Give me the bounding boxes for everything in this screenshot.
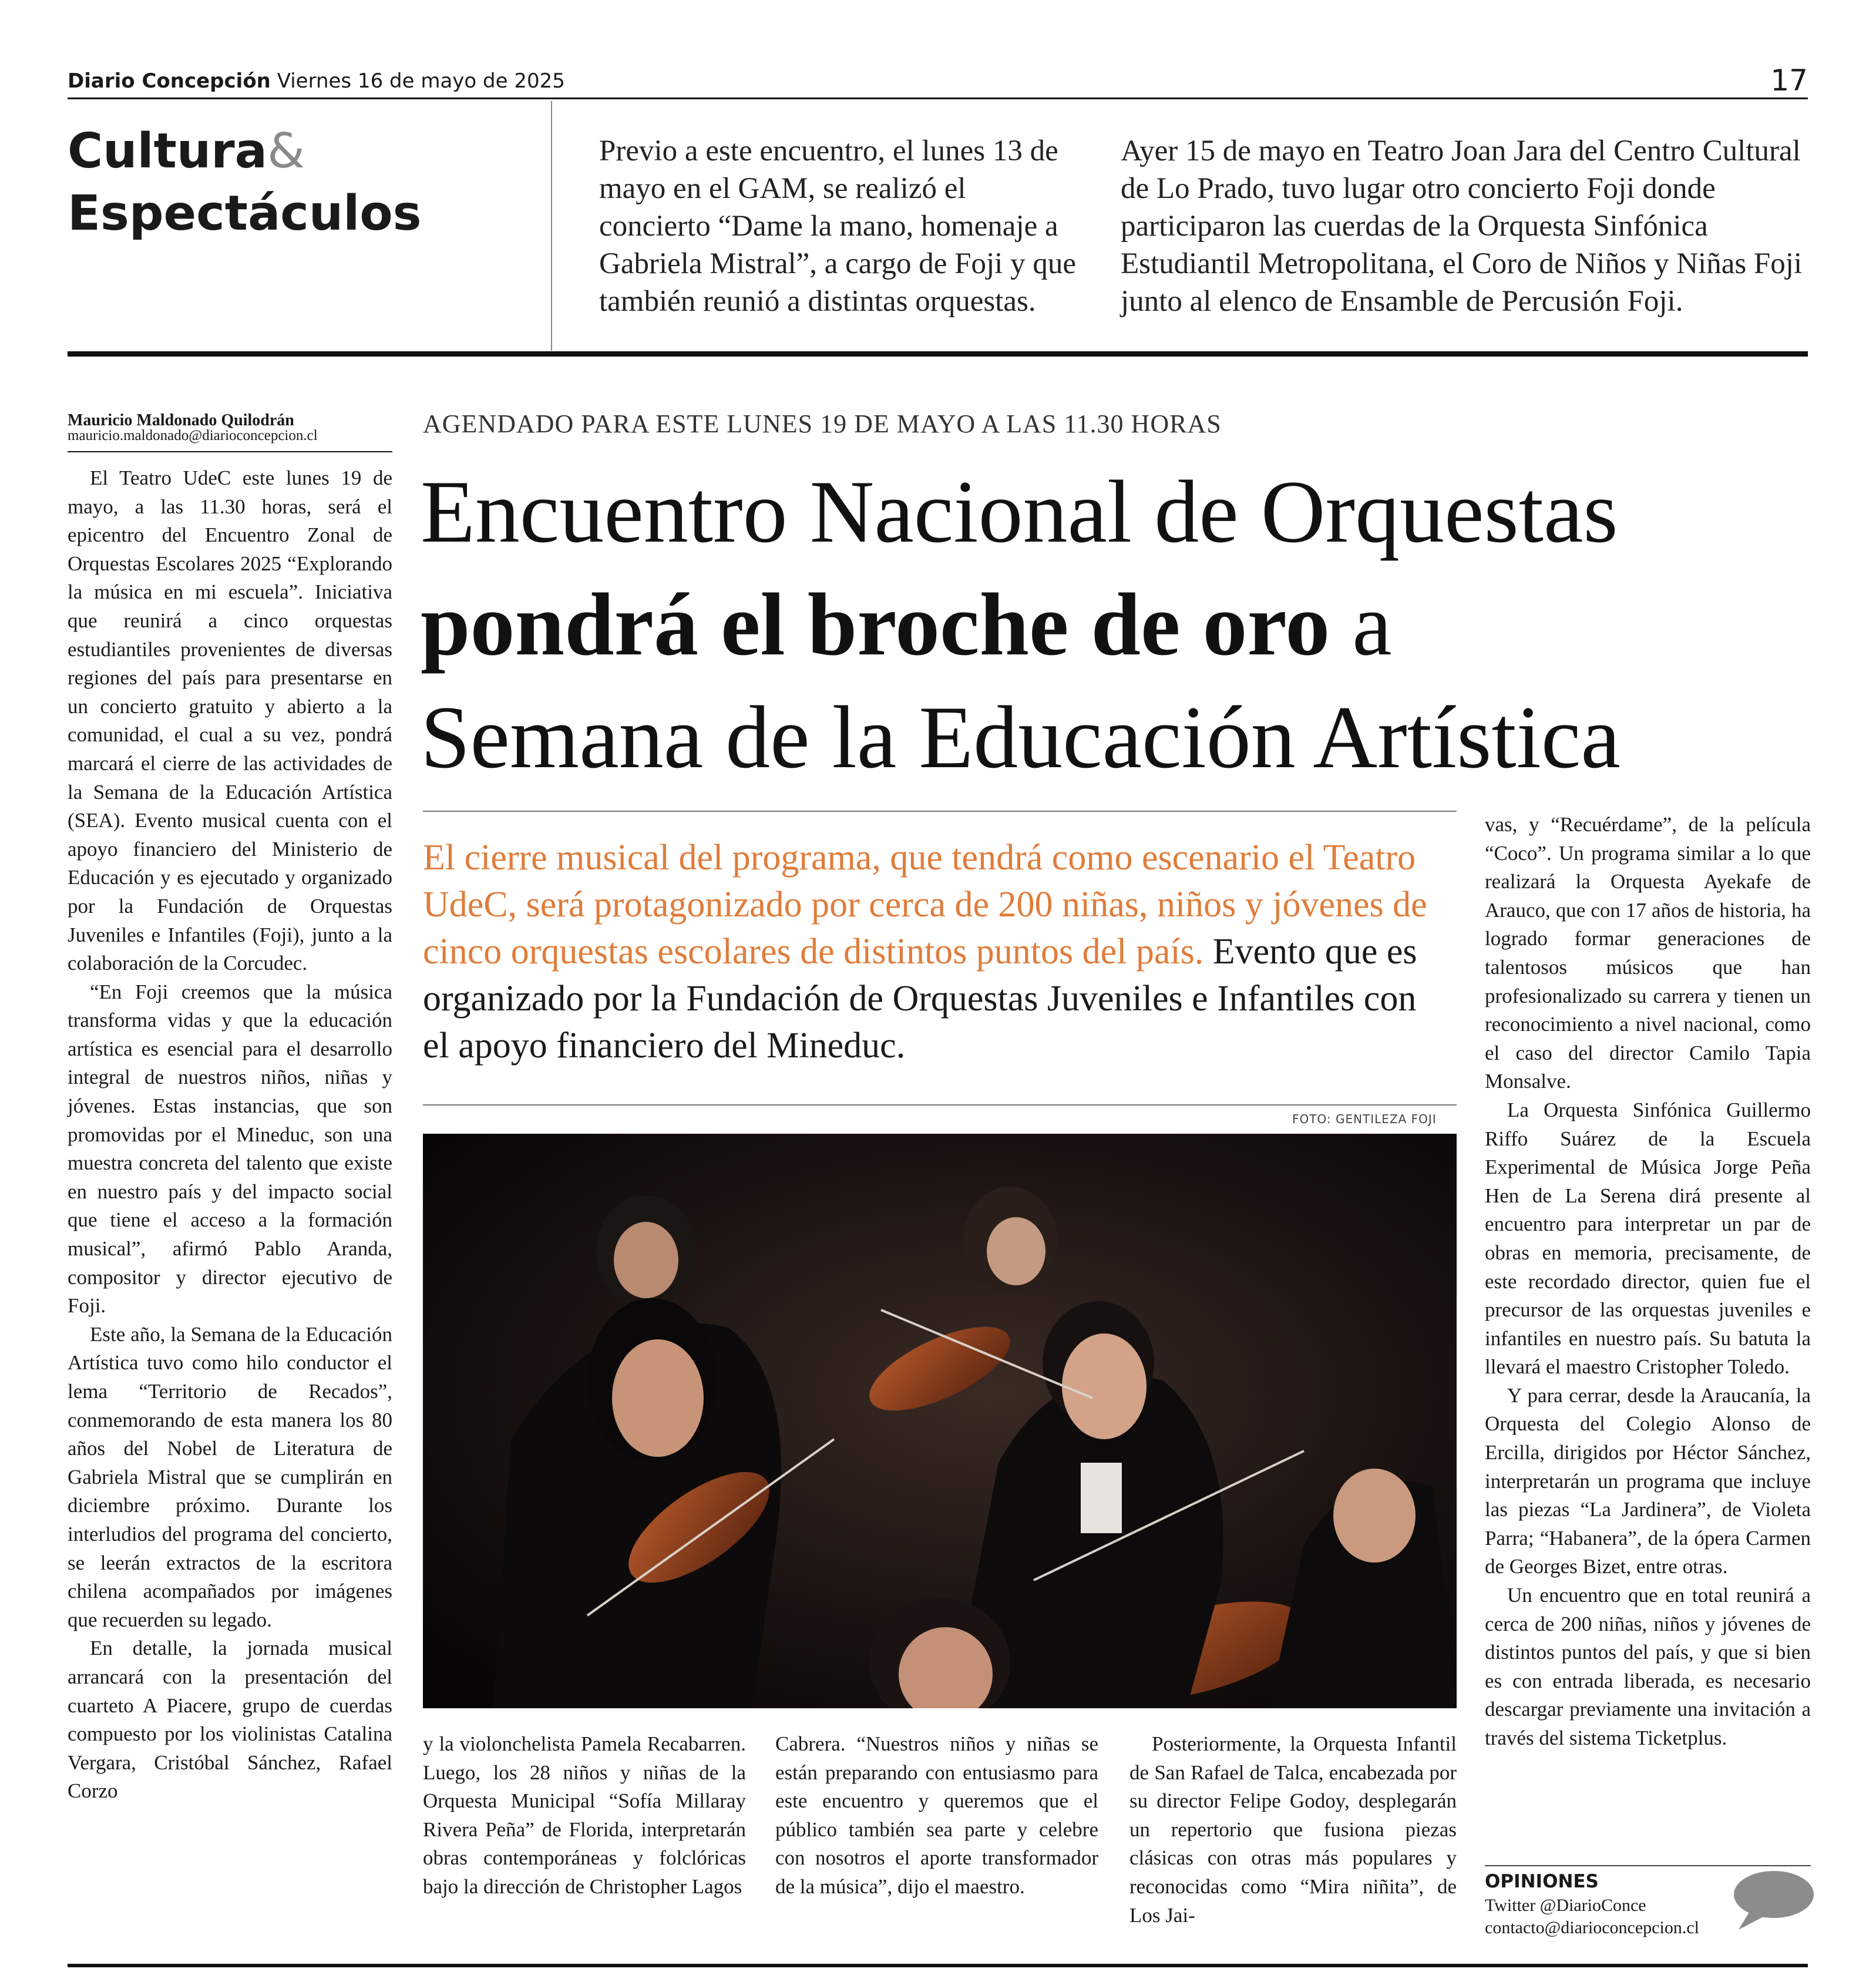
column-2 (423, 1730, 746, 1902)
page-number: 17 (1770, 63, 1808, 98)
headline-line-1: Encuentro Nacional de Orquestas (421, 462, 1618, 561)
lead-dark: Evento que es organizado por la Fundación de Orquestas Juveniles e Infantiles con el apoyo financiero del Mineduc. (423, 932, 1417, 1066)
col5-paragraph: La Orquesta Sinfónica Guillermo Riffo Suárez de la Escuela Experimental de Música Jorge Peña Hen de La Serena dirá presente al encuentro para interpretar un par de obras en memoria, precisamente, de este recordado director, quien fue el precursor de las orquestas juveniles e infantiles en nuestro país. Su batuta la llevará el maestro Cristopher Toledo. (1485, 1098, 1811, 1379)
headline-bold: pondrá el broche de oro (421, 575, 1330, 674)
col5-paragraph: vas, y “Recuérdame”, de la película “Coco”. Un programa similar a lo que realizará la Orquesta Ayekafe de Arauco, que con 17 años de historia, ha logrado formar generaciones de talentosos músicos que han profesionalizado su carrera y tienen un reconocimiento a nivel nacional, como el caso del director Camilo Tapia Monsalve. (1485, 813, 1811, 1093)
teaser-2: Ayer 15 de mayo en Teatro Joan Jara del Centro Cultural de Lo Prado, tuvo lugar otro concierto Foji donde participaron las cuerdas de la Orquesta Sinfónica Estudiantil Metropolitana, el Coro de Niños y Niñas Foji junto al elenco de Ensamble de Percusión Foji. (1121, 135, 1803, 318)
section-rule (68, 351, 1808, 357)
orchestra-illustration (423, 1134, 1457, 1708)
opiniones-email[interactable]: contacto@diarioconcepcion.cl (1485, 1918, 1699, 1937)
headline-line-3: Semana de la Educación Artística (421, 688, 1621, 787)
bottom-rule (68, 1964, 1808, 1967)
column-1 (68, 464, 392, 1806)
headline-line-2-rest: a (1330, 575, 1392, 674)
section-divider (551, 101, 552, 351)
speech-bubble-icon (1727, 1868, 1815, 1935)
col1-paragraph: Este año, la Semana de la Educación Artística tuvo como hilo conductor el lema “Territorio de Recados”, conmemorando de esta manera los 80 años del Nobel de Literatura de Gabriela Mistral que se cumplirán en diciembre próximo. Durante los interludios del programa del concierto, se leerán extractos de la escritora chilena acompañados por imágenes que recuerden su legado. (68, 1322, 392, 1631)
opiniones-twitter[interactable]: Twitter @DiarioConce (1485, 1896, 1646, 1915)
lead-paragraph (423, 834, 1439, 1069)
top-rule (68, 98, 1808, 99)
col1-paragraph: “En Foji creemos que la música transforma vidas y que la educación artística es esencial para el desarrollo integral de nuestros niños, niñas y jóvenes. Estas instancias, que son promovidas por el Mineduc, son una muestra concreta del talento que existe en nuestro país y del impacto social que tiene el acceso a la formación musical”, afirmó Pablo Aranda, compositor y director ejecutivo de Foji. (68, 980, 392, 1318)
col4-paragraph: Posteriormente, la Orquesta Infantil de San Rafael de Talca, encabezada por su director Felipe Godoy, desplegarán un repertorio que fusiona piezas clásicas con otras más populares y reconocidas como “Mira niñita”, de Los Jai- (1129, 1732, 1457, 1927)
lead-orange: El cierre musical del programa, que tendrá como escenario el Teatro UdeC, será protagonizado por cerca de 200 niñas, niños y jóvenes de cinco orquestas escolares de distintos puntos del país. (423, 838, 1427, 972)
orchestra-photo (423, 1134, 1457, 1708)
byline-rule (68, 451, 392, 452)
masthead (68, 69, 565, 93)
column-5 (1485, 811, 1811, 1753)
section-label (68, 120, 422, 245)
photo-credit: FOTO: GENTILEZA FOJI (1292, 1112, 1437, 1126)
col3-paragraph: Cabrera. “Nuestros niños y niñas se están preparando con entusiasmo para este encuentro y queremos que el público también sea parte y celebre con nosotros el aporte transformador de la música”, dijo el maestro. (775, 1732, 1098, 1898)
opiniones-contact (1485, 1894, 1699, 1939)
opiniones-rule (1485, 1865, 1811, 1866)
issue-date: Viernes 16 de mayo de 2025 (277, 69, 565, 93)
byline-email: mauricio.maldonado@diarioconcepcion.cl (68, 428, 318, 444)
opiniones-title: OPINIONES (1485, 1871, 1599, 1892)
col5-paragraph: Y para cerrar, desde la Araucanía, la Orquesta del Colegio Alonso de Ercilla, dirigidos por Héctor Sánchez, interpretarán un programa que incluye las piezas “La Jardinera”, de Violeta Parra; “Habanera”, de la ópera Carmen de Georges Bizet, entre otras. (1485, 1383, 1811, 1578)
kicker: AGENDADO PARA ESTE LUNES 19 DE MAYO A LAS 11.30 HORAS (423, 409, 1222, 438)
byline-name: Mauricio Maldonado Quilodrán (68, 411, 294, 429)
col2-paragraph: y la violonchelista Pamela Recabarren. Luego, los 28 niños y niñas de la Orquesta Municipal “Sofía Millaray Rivera Peña” de Florida, interpretarán obras contemporáneas y folclóricas bajo la dirección de Christopher Lagos (423, 1732, 746, 1898)
col1-paragraph: El Teatro UdeC este lunes 19 de mayo, a las 11.30 horas, será el epicentro del Encuentro Zonal de Orquestas Escolares 2025 “Explorando la música en mi escuela”. Iniciativa que reunirá a cinco orquestas estudiantiles provenientes de diversas regiones del país para presentarse en un concierto gratuito y abierto a la comunidad, el cual a su vez, pondrá marcará el cierre de las actividades de la Semana de la Educación Artística (SEA). Evento musical cuenta con el apoyo financiero del Ministerio de Educación y es ejecutado y organizado por la Fundación de Orquestas Juveniles e Infantiles (Foji), junto a la colaboración de la Corcudec. (68, 466, 392, 975)
headline-line-2 (421, 568, 1813, 681)
lead-bottom-rule (423, 1104, 1457, 1106)
paper-name: Diario Concepción (68, 69, 271, 93)
column-4 (1129, 1730, 1457, 1930)
lead-top-rule (423, 811, 1457, 812)
section-ampersand: & (267, 123, 305, 179)
teaser-1: Previo a este encuentro, el lunes 13 de mayo en el GAM, se realizó el concierto “Dame la mano, homenaje a Gabriela Mistral”, a cargo de Foji y que también reunió a distintas orquestas. (599, 135, 1076, 318)
headline (421, 455, 1813, 794)
col5-paragraph: Un encuentro que en total reunirá a cerca de 200 niñas, niños y jóvenes de distintos puntos del país, y que si bien es con entrada liberada, es necesario descargar previamente una invitación a través del sistema Ticketplus. (1485, 1584, 1811, 1749)
column-3 (775, 1730, 1098, 1902)
col1-paragraph: En detalle, la jornada musical arrancará con la presentación del cuarteto A Piacere, grupo de cuerdas compuesto por los violinistas Catalina Vergara, Cristóbal Sánchez, Rafael Corzo (68, 1637, 392, 1803)
section-line-1: Cultura (68, 123, 268, 179)
section-line-2: Espectáculos (68, 186, 422, 241)
